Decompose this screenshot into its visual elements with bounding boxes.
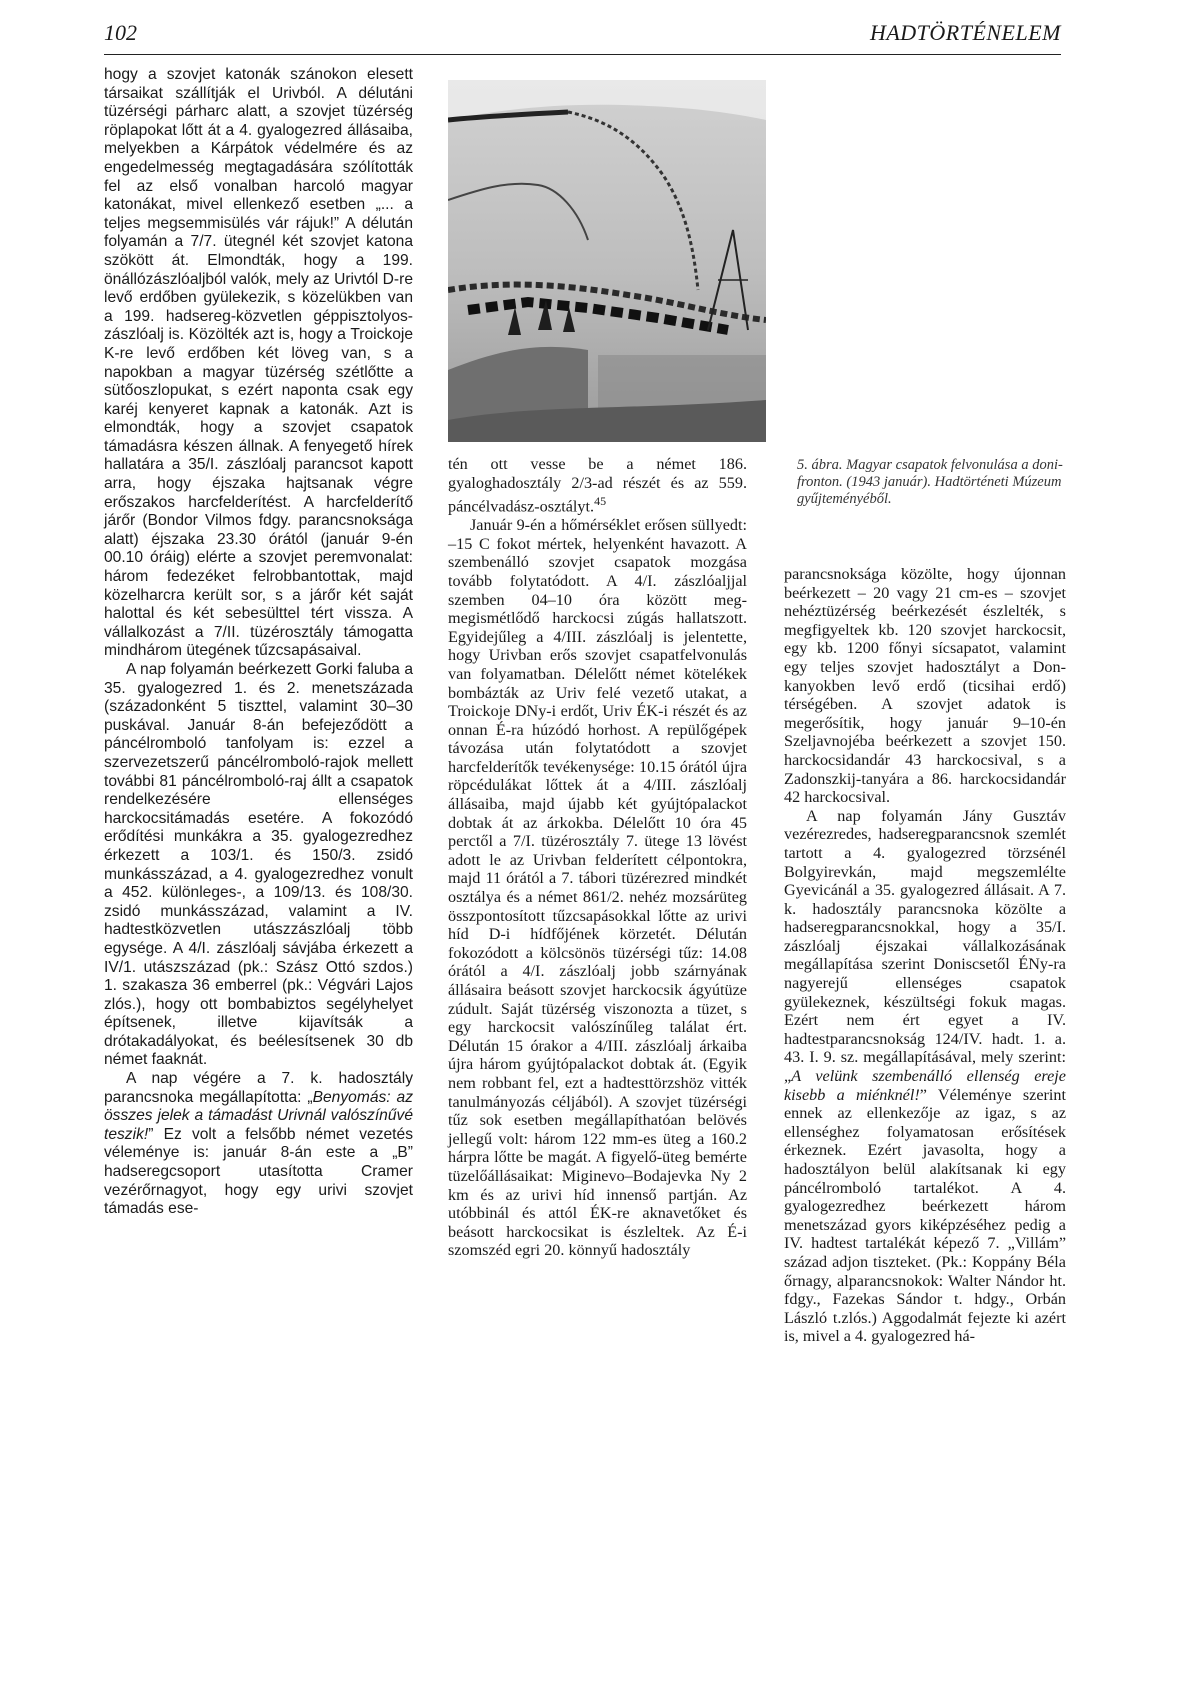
text-column-2 <box>448 455 747 1260</box>
text-column-3 <box>784 565 1066 1346</box>
text-run: ” Ez volt a felsőbb német vezetés véleménye is: január 8-án este a „B” hadseregcsoport utasította Cramer vezérőrnagyot, hogy egy urivi szovjet támadás ese- <box>104 1125 413 1218</box>
paragraph: Január 9-én a hőmérséklet erősen süllyedt: –15 C fokot mértek, helyenként havazott. A szembenálló szovjet csapatok mozgása tovább folytatódott. A 4/I. zászlóaljjal szemben 04–10 óra között meg-megismétlődő harckocsi zúgás hallatszott. Egyidejűleg a 4/III. zászlóalj is jelentette, hogy Urivban erős szovjet csapatfelvonulás van folyamatban. Délelőtt német kötelékek bombázták az Uriv felé vezető utakat, a Troickoje DNy-i erdőt, Uriv ÉK-i részét és az onnan É-ra húzódó horhost. A repülőgépek távozása után folytatódott a szovjet harcfelderítők tevékenysége: 10.15 órától újra röpcédulákat lőttek át a 4/III. zászlóalj állásaiba, majd újabb két gyújtópalackot dobtak át az árkokba. Délelőtt 10 óra 45 perctől a 7/I. tüzérosztály 7. ütege 13 lövést adott le az Urivban felderített célpontokra, majd 11 órától a 7. tábori tüzérezred mindkét osztálya és a német 861/2. nehéz mozsárüteg összpontosított tűzcsapásokkal lőtte az urivi híd D-i hídfőjének körzetét. Délután fokozódott a kölcsönös tüzérségi tűz: 14.08 órától a 4/I. zászlóalj jobb szárnyának állásaira beásott szovjet harckocsik ágyútüze zúdult. Saját tüzérség viszonozta a tüzet, s egy harckocsit valószínűleg találat ért. Délután 15 órakor a 4/III. zászlóalj árkaiba újra három gyújtópalackot dobtak át. (Egyik nem robbant fel, ezt a hadtesttörzshöz vitték tanulmányozás céljából). A szovjet tüzérségi tűz sok esetben megállapíthatóan belövés jellegű volt: három 122 mm-es üteg a 160.2 hárpra lőtte be magát. A figyelő-üteg bemérte tüzelőállásaikat: Miginevo–Bodajevka Ny 2 km és az urivi híd innenső partján. Az utóbbinál és attól ÉK-re aknavetőket és beásott harckocsikat is észleltek. Az É-i szomszéd egri 20. könnyű hadosztály <box>448 516 747 1260</box>
text-run: A nap folyamán Jány Gusztáv vezérezredes, hadseregparancsnok szemlét tartott a 4. gyalogezred törzsénél Bolgyirevkán, majd megszemlélte Gyevicánál a 35. gyalogezred állásait. A 7. k. hadosztály parancsnoka közölte a hadseregparancsnokkal, hogy a 35/I. zászlóalj éjszakai vállalkozásának megállapítása szerint Doniscsetől ÉNy-ra nagyerejű ellenséges csapatok gyülekeznek, készültségi fokuk magas. Ezért nem ért egyet a IV. hadtestparancsnokság 124/IV. hadt. 1. a. 43. I. 9. sz. megállapításával, mely szerint: „ <box>784 806 1066 1086</box>
text-run: A nap végére a 7. k. hadosztály parancsnoka megállapította: „ <box>104 1070 413 1106</box>
italic-quote: Benyomás: az összes jelek a támadást Urivnál valószínűvé teszik! <box>104 1088 414 1143</box>
paragraph <box>104 1070 413 1219</box>
journal-title: HADTÖRTÉNELEM <box>869 20 1061 45</box>
paragraph <box>448 455 747 516</box>
text-column-1 <box>104 66 413 1219</box>
footnote-ref: 45 <box>594 494 607 509</box>
paragraph: A nap folyamán beérkezett Gorki faluba a 35. gyalogezred 1. és 2. menetszázada (századonként 5 tiszttel, valamint 30–30 puskával. Január 8-án befejeződött a páncélromboló tanfolyam is: ezzel a szervezetszerű páncélromboló-rajok mellett további 81 páncélromboló-raj állt a csapatok rendelkezésére ellenséges harckocsitámadás esetére. A fokozódó erődítési munkákra a 35. gyalogezredhez érkezett a 103/1. és 150/3. zsidó munkásszázad, a 4. gyalogezredhez vonult a 452. különleges-, a 109/13. és 108/30. zsidó munkásszázad, valamint a IV. hadtestközvetlen utászzászlóalj több egysége. A 4/I. zászlóalj sávjába érkezett a IV/1. utászszázad (pk.: Szász Ottó szdos.) 1. szakasza 36 emberrel (pk.: Végvári Lajos zlós.), hogy ott bombabiztos segélyhelyet építsenek, illetve kijavítsák a drótakadályokat, és beélesítsenek 30 db német faaknát. <box>104 661 413 1069</box>
photo-figure <box>448 80 766 442</box>
text-run: tén ott vesse be a német 186. gyaloghadosztály 2/3-ad részét és az 559. páncélvadász-osztályt. <box>448 455 747 516</box>
header-rule <box>104 54 1061 55</box>
paragraph <box>784 807 1066 1346</box>
paragraph: hogy a szovjet katonák szánokon elesett társaikat szállítják el Urivból. A délutáni tüzérségi párharc alatt, a szovjet tüzérség röplapokat lőtt át a 4. gyalogezred állásaiba, melyekben a Kárpátok védelmére és az engedelmesség megtagadására szólították fel az első vonalban harcoló magyar katonákat, mivel ellenkező esetben „... a teljes megsemmisülés vár rájuk!” A délután folyamán a 7/7. ütegnél két szovjet katona szökött át. Elmondták, hogy a 199. önállózászlóaljból valók, mely az Urivtól D-re levő erdőben gyülekezik, s közelükben van a 199. hadsereg-közvetlen géppisztolyos-zászlóalj is. Közölték azt is, hogy a Troickoje K-re levő erdőben két löveg van, s a napokban a magyar tüzérség szétlőtte a sütőoszlopukat, s ezért naponta csak egy karéj kenyeret kapnak a katonák. Azt is elmondták, hogy a szovjet csapatok támadásra készen állnak. A fenyegető hírek hallatára a 35/I. zászlóalj parancsot kapott arra, hogy éjszaka hajtsanak végre erőszakos harcfelderítést. A harcfelderítő járőr (Bondor Vilmos fdgy. parancsnoksága alatt) éjszaka 23.30 órától (január 9-én 00.10 óráig) elérte a szovjet peremvonalat: három fedezéket felrobbantottak, majd közelharcra került sor, s a járőr két saját halottal és két sebesülttel tért vissza. A vállalkozást a 7/II. tüzérosztály támogatta mindhárom ütegének tűzcsapásaival. <box>104 66 413 660</box>
figure-caption: 5. ábra. Magyar csapatok felvonulása a doni-fronton. (1943 január). Hadtörténeti Múzeum gyűjteményéből. <box>797 457 1063 507</box>
italic-quote: A velünk szembenálló ellenség ereje kisebb a miénknél! <box>784 1067 1066 1104</box>
page-number: 102 <box>104 20 137 45</box>
running-header <box>104 20 1061 56</box>
text-run: ” Véleménye szerint ennek az ellenkezője az igaz, s az ellenséghez folyamatosan erősítések érkeznek. Ezért javasolta, hogy a hadosztályon belül alakítsanak ki egy páncélromboló tartalékot. A 4. gyalogezredhez beérkezett három menetszázad gyors kiképzéséhez pedig a IV. hadtest tartalékát képező 7. „Villám” század adjon tiszteket. (Pk.: Koppány Béla őrnagy, alparancsnokok: Walter Nándor ht. fdgy., Fazekas Sándor t. hdgy., Orbán László t.zlós.) Aggodalmát fejezte ki azért is, mivel a 4. gyalogezred há- <box>784 1085 1067 1346</box>
photo-winter-troop-column <box>448 80 766 442</box>
paragraph: parancsnoksága közölte, hogy újonnan beérkezett – 20 vagy 21 cm-es – szovjet nehéztüzérség beérkezését észlelték, s megfigyeltek kb. 120 szovjet harckocsit, egy kb. 1200 főnyi sícsapatot, valamint egy teljes szovjet hadosztályt a Don-kanyokben levő erdő (ticsihai erdő) térségében. A szovjet adatok is megerősítik, hogy január 9–10-én Szeljavnojéba beérkezett a szovjet 150. harckocsidandár 43 harckocsival, s a Zadonszkij-tanyára a 86. harckocsidandár 42 harckocsival. <box>784 565 1066 807</box>
